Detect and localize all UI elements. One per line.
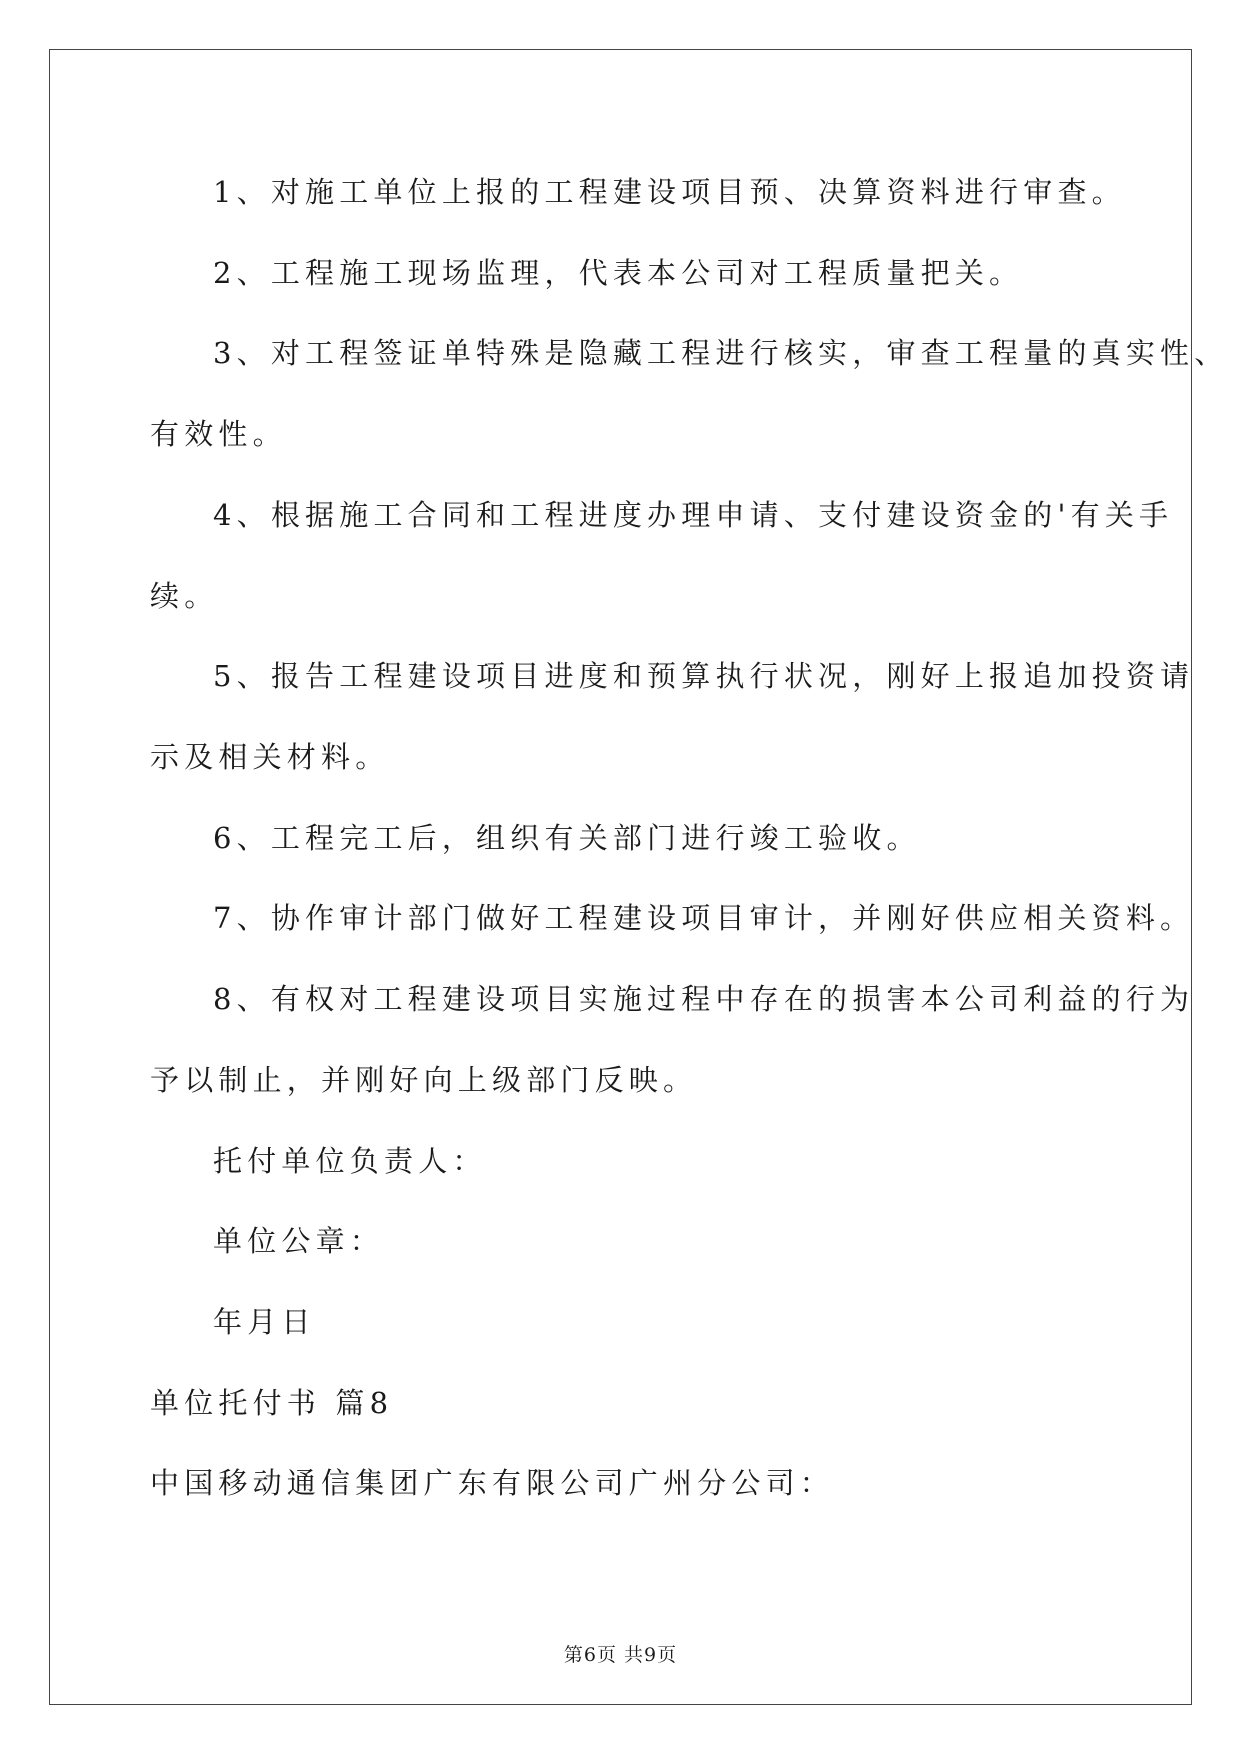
section-heading: 单位托付书 篇8	[150, 1386, 394, 1420]
page-number: 第6页 共9页	[563, 1644, 678, 1666]
signatory-label: 托付单位负责人：	[213, 1144, 487, 1178]
paragraph-item-8-cont: 予以制止，并刚好向上级部门反映。	[150, 1063, 698, 1097]
paragraph-item-6: 6、工程完工后，组织有关部门进行竣工验收。	[213, 821, 921, 855]
paragraph-item-5: 5、报告工程建设项目进度和预算执行状况，刚好上报追加投资请	[213, 659, 1195, 693]
paragraph-item-3: 3、对工程签证单特殊是隐藏工程进行核实，审查工程量的真实性、	[213, 336, 1229, 370]
paragraph-item-4: 4、根据施工合同和工程进度办理申请、支付建设资金的'有关手	[213, 498, 1174, 532]
paragraph-item-4-cont: 续。	[150, 579, 219, 613]
paragraph-item-3-cont: 有效性。	[150, 417, 287, 451]
paragraph-item-7: 7、协作审计部门做好工程建设项目审计，并刚好供应相关资料。	[213, 901, 1195, 935]
paragraph-item-8: 8、有权对工程建设项目实施过程中存在的损害本公司利益的行为	[213, 982, 1195, 1016]
date-label: 年月日	[213, 1305, 316, 1339]
paragraph-item-2: 2、工程施工现场监理，代表本公司对工程质量把关。	[213, 256, 1024, 290]
paragraph-item-5-cont: 示及相关材料。	[150, 740, 390, 774]
seal-label: 单位公章：	[213, 1224, 385, 1258]
addressee-line: 中国移动通信集团广东有限公司广州分公司：	[150, 1466, 835, 1500]
page-border	[49, 49, 1195, 1705]
paragraph-item-1: 1、对施工单位上报的工程建设项目预、决算资料进行审查。	[213, 175, 1126, 209]
